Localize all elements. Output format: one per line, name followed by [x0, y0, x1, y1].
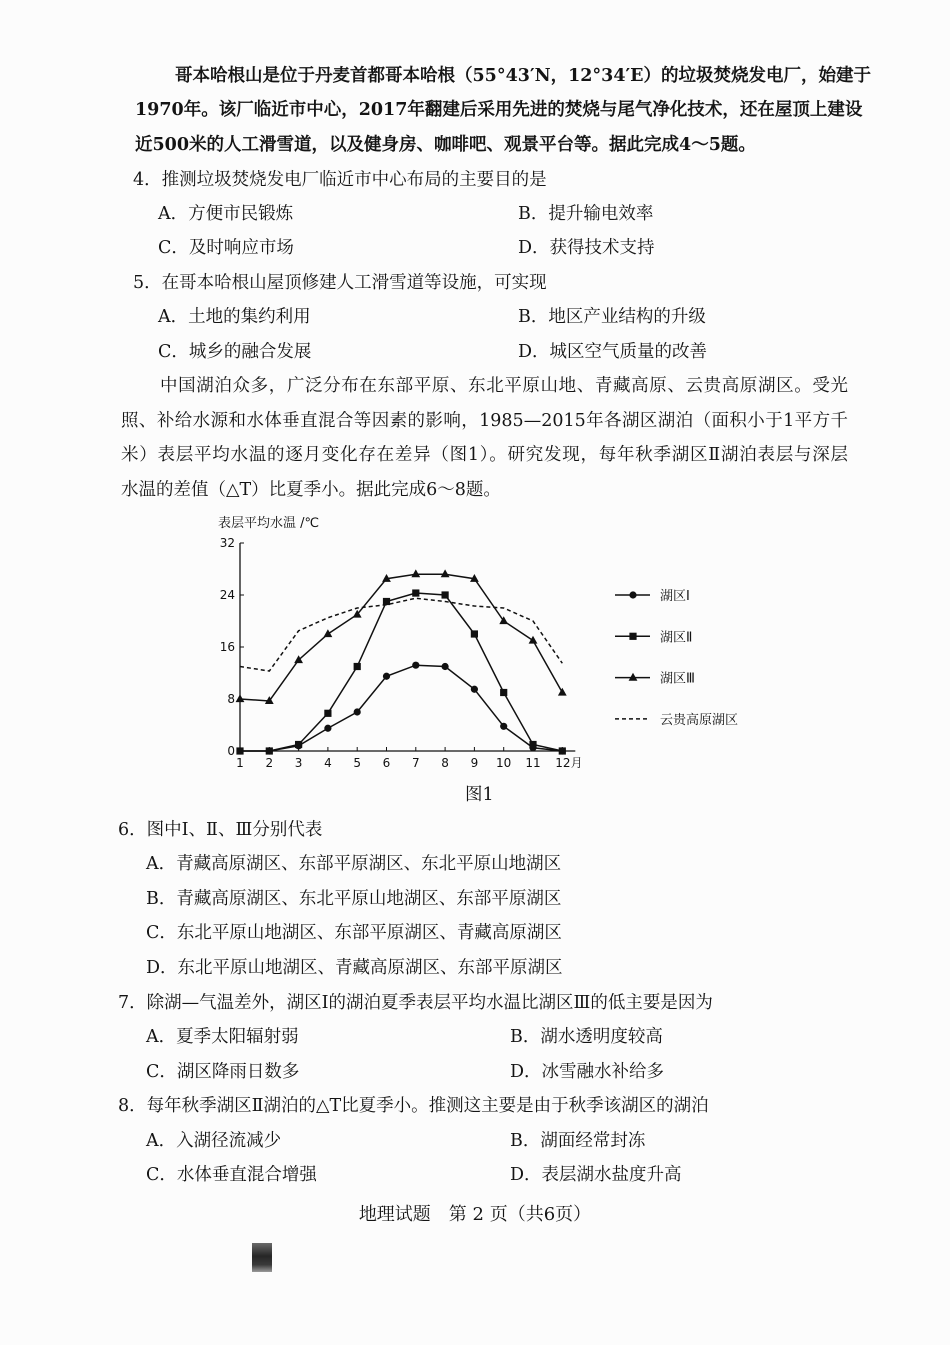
- question-5-option-d: D．城区空气质量的改善: [518, 342, 708, 362]
- question-6-stem: 6．图中Ⅰ、Ⅱ、Ⅲ分别代表: [118, 820, 323, 840]
- x-tick-label: 4: [324, 756, 332, 770]
- question-5-option-c: C．城乡的融合发展: [158, 342, 312, 362]
- series-2-point: [354, 663, 361, 670]
- series-3-point: [441, 569, 450, 577]
- series-3-point: [529, 636, 538, 644]
- series-4-line: [240, 598, 562, 671]
- x-tick-label: 3: [294, 756, 303, 770]
- series-2-point: [529, 741, 536, 748]
- x-tick-label: 12月: [555, 756, 583, 770]
- x-tick-label: 9: [470, 756, 479, 770]
- series-1-point: [500, 723, 507, 730]
- series-1-point: [354, 708, 361, 715]
- figure-1-caption: 图1: [465, 785, 494, 805]
- question-8-option-a: A．入湖径流减少: [146, 1131, 282, 1151]
- legend-3-marker: [629, 673, 638, 681]
- y-tick-label: 0: [227, 744, 235, 758]
- series-2-point: [500, 689, 507, 696]
- question-6-option-a: A．青藏高原湖区、东部平原湖区、东北平原山地湖区: [146, 854, 562, 874]
- legend-1-label: 湖区Ⅰ: [660, 589, 690, 604]
- y-tick-label: 32: [219, 536, 235, 550]
- x-tick-label: 8: [441, 756, 449, 770]
- legend-2-marker: [629, 633, 636, 640]
- question-8-option-c: C．水体垂直混合增强: [146, 1165, 317, 1185]
- series-3-line: [240, 574, 562, 701]
- question-5-option-b: B．地区产业结构的升级: [518, 307, 706, 327]
- series-3-point: [236, 694, 245, 702]
- y-tick-label: 24: [219, 588, 235, 602]
- question-4-option-a: A．方便市民锻炼: [158, 204, 294, 224]
- passage-4-5-line-3: 近500米的人工滑雪道，以及健身房、咖啡吧、观景平台等。据此完成4～5题。: [135, 135, 756, 155]
- series-2-point: [295, 741, 302, 748]
- passage-6-8-line-2: 照、补给水源和水体垂直混合等因素的影响，1985—2015年各湖区湖泊（面积小于1平方千: [121, 411, 848, 431]
- series-2-point: [236, 747, 243, 754]
- question-7-option-c: C．湖区降雨日数多: [146, 1062, 300, 1082]
- series-1-point: [324, 725, 331, 732]
- series-3-point: [558, 688, 567, 696]
- x-tick-label: 7: [411, 756, 420, 770]
- print-mark: [252, 1243, 272, 1272]
- y-tick-label: 8: [227, 692, 235, 706]
- legend-4-label: 云贵高原湖区: [660, 712, 739, 728]
- question-6-option-b: B．青藏高原湖区、东北平原山地湖区、东部平原湖区: [146, 889, 562, 909]
- question-6-option-c: C．东北平原山地湖区、东部平原湖区、青藏高原湖区: [146, 923, 562, 943]
- question-4-option-b: B．提升输电效率: [518, 204, 654, 224]
- series-2-point: [324, 710, 331, 717]
- x-tick-label: 2: [265, 756, 274, 770]
- question-5-stem: 5．在哥本哈根山屋顶修建人工滑雪道等设施，可实现: [133, 273, 547, 293]
- question-8-option-b: B．湖面经常封冻: [510, 1131, 646, 1151]
- x-tick-label: 1: [236, 756, 244, 770]
- x-tick-label: 6: [382, 756, 391, 770]
- x-tick-label: 5: [353, 756, 362, 770]
- series-1-point: [412, 662, 419, 669]
- passage-6-8-line-1: 中国湖泊众多，广泛分布在东部平原、东北平原山地、青藏高原、云贵高原湖区。受光: [160, 376, 848, 396]
- page-footer: 地理试题 第 2 页（共6页）: [358, 1204, 592, 1225]
- question-8-stem: 8．每年秋季湖区Ⅱ湖泊的△T比夏季小。推测这主要是由于秋季该湖区的湖泊: [118, 1096, 709, 1116]
- passage-4-5-line-2: 1970年。该厂临近市中心，2017年翻建后采用先进的焚烧与尾气净化技术，还在屋顶上建设: [135, 100, 863, 120]
- x-tick-label: 11: [525, 756, 541, 770]
- y-axis-title: 表层平均水温 /℃: [218, 516, 320, 531]
- series-2-point: [383, 598, 390, 605]
- question-7-option-b: B．湖水透明度较高: [510, 1027, 663, 1047]
- legend-2-label: 湖区Ⅱ: [660, 630, 693, 646]
- series-2-point: [471, 630, 478, 637]
- passage-4-5-line-1: 哥本哈根山是位于丹麦首都哥本哈根（55°43′N，12°34′E）的垃圾焚烧发电厂，始建于: [175, 66, 871, 86]
- question-7-option-d: D．冰雪融水补给多: [510, 1062, 665, 1082]
- question-5-option-a: A．土地的集约利用: [158, 307, 311, 327]
- series-2-point: [442, 591, 449, 598]
- y-tick-label: 16: [219, 640, 235, 654]
- series-3-point: [411, 569, 420, 577]
- series-2-point: [559, 747, 566, 754]
- series-2-point: [266, 747, 273, 754]
- figure-1-chart: [190, 505, 790, 780]
- question-6-option-d: D．东北平原山地湖区、青藏高原湖区、东部平原湖区: [146, 958, 563, 978]
- question-8-option-d: D．表层湖水盐度升高: [510, 1165, 682, 1185]
- question-4-option-c: C．及时响应市场: [158, 238, 294, 258]
- series-1-point: [383, 673, 390, 680]
- question-7-option-a: A．夏季太阳辐射弱: [146, 1027, 299, 1047]
- x-tick-label: 10: [496, 756, 512, 770]
- series-3-point: [324, 629, 333, 637]
- series-1-point: [471, 686, 478, 693]
- legend-1-marker: [629, 591, 636, 598]
- question-4-option-d: D．获得技术支持: [518, 238, 655, 258]
- passage-6-8-line-3: 米）表层平均水温的逐月变化存在差异（图1）。研究发现，每年秋季湖区Ⅱ湖泊表层与深层: [121, 445, 848, 465]
- series-1-point: [442, 663, 449, 670]
- passage-6-8-line-4: 水温的差值（△T）比夏季小。据此完成6～8题。: [121, 480, 501, 500]
- question-4-stem: 4．推测垃圾焚烧发电厂临近市中心布局的主要目的是: [133, 170, 547, 190]
- legend-3-label: 湖区Ⅲ: [660, 671, 695, 687]
- series-2-point: [412, 589, 419, 596]
- question-7-stem: 7．除湖—气温差外，湖区Ⅰ的湖泊夏季表层平均水温比湖区Ⅲ的低主要是因为: [118, 993, 713, 1013]
- series-2-line: [240, 593, 562, 751]
- series-1-line: [240, 665, 562, 751]
